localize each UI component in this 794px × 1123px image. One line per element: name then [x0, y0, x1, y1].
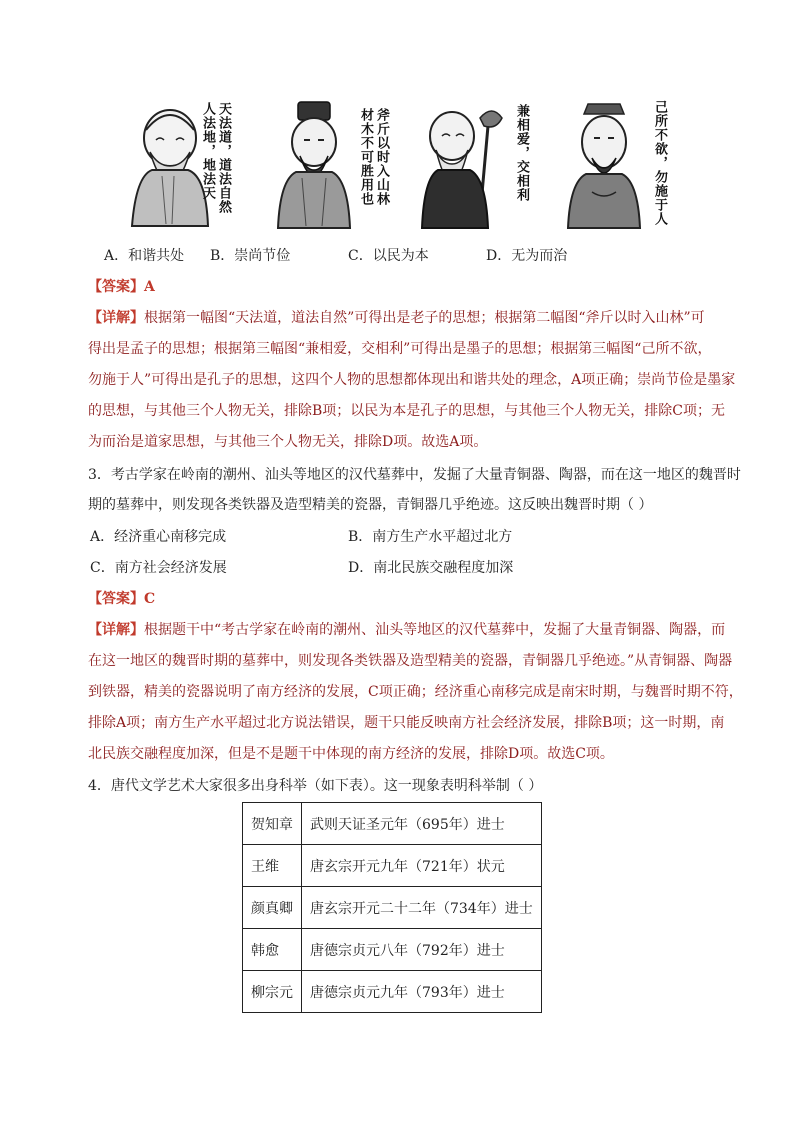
table-cell-name: 王维: [243, 845, 302, 887]
q3-detail-line-3: 到铁器，精美的瓷器说明了南方经济的发展，C项正确；经济重心南移完成是南宋时期，与魏晋时期不符，: [88, 684, 743, 700]
q3-option-b: B．南方生产水平超过北方: [348, 529, 513, 545]
q2-detail-text-1: 根据第一幅图“天法道，道法自然”可得出是老子的思想；根据第二幅图“斧斤以时入山林”可: [144, 310, 705, 326]
table-row: [243, 929, 542, 971]
q3-answer-value: C: [144, 591, 156, 607]
q3-stem-line-2: 期的墓葬中，则发现各类铁器及造型精美的瓷器，青铜器几乎绝迹。这反映出魏晋时期（ ）: [88, 497, 653, 513]
q3-detail-line-4: 排除A项；南方生产水平超过北方说法错误，题干只能反映南方社会经济发展，排除B项；这一时期，南: [88, 715, 725, 731]
q2-detail-line-1: [88, 308, 705, 328]
mozi-quote-line-1: 兼相爱，交相利: [514, 104, 529, 202]
table-cell-name: 贺知章: [243, 803, 302, 845]
mencius-quote-line-1: 斧斤以时入山林: [374, 108, 389, 206]
q2-option-b: B．崇尚节俭: [210, 248, 291, 264]
q2-option-a: A．和谐共处: [104, 248, 185, 264]
table-cell-event: 唐玄宗开元二十二年（734年）进士: [302, 887, 542, 929]
table-cell-event: 唐德宗贞元九年（793年）进士: [302, 971, 542, 1013]
thinker-figure-laozi: [122, 96, 250, 232]
confucius-quote-line-1: 己所不欲，勿施于人: [652, 100, 667, 226]
table-cell-name: 韩愈: [243, 929, 302, 971]
thinker-figure-confucius: [562, 96, 670, 232]
q2-option-d: D．无为而治: [486, 248, 568, 264]
thinker-figure-mozi: [418, 96, 538, 232]
q3-detail-text-1: 根据题干中“考古学家在岭南的潮州、汕头等地区的汉代墓葬中，发掘了大量青铜器、陶器，而: [144, 622, 726, 638]
keju-table: [242, 802, 542, 1013]
q2-detail-line-5: 为而治是道家思想，与其他三个人物无关，排除D项。故选A项。: [88, 434, 488, 450]
table-cell-event: 唐玄宗开元九年（721年）状元: [302, 845, 542, 887]
q3-answer-label: 【答案】: [88, 591, 144, 607]
table-row: [243, 803, 542, 845]
table-cell-event: 武则天证圣元年（695年）进士: [302, 803, 542, 845]
thinker-figure-mencius: [272, 96, 398, 232]
q3-detail-line-5: 北民族交融程度加深，但是不是题干中体现的南方经济的发展，排除D项。故选C项。: [88, 746, 614, 762]
q3-answer-line: [88, 589, 155, 609]
q2-detail-line-2: 得出是孟子的思想；根据第三幅图“兼相爱，交相利”可得出是墨子的思想；根据第三幅图“己所不欲，: [88, 341, 712, 357]
q2-detail-line-3: 勿施于人”可得出是孔子的思想，这四个人物的思想都体现出和谐共处的理念，A项正确；崇尚节俭是墨家: [88, 372, 736, 388]
q4-stem: 4．唐代文学艺术大家很多出身科举（如下表）。这一现象表明科举制（ ）: [88, 778, 543, 794]
q3-option-c: C．南方社会经济发展: [90, 560, 227, 576]
table-cell-name: 柳宗元: [243, 971, 302, 1013]
confucius-portrait: [562, 96, 646, 232]
q3-option-d: D．南北民族交融程度加深: [348, 560, 514, 576]
mencius-quote-line-2: 材木不可胜用也: [358, 108, 373, 206]
q2-detail-label: 【详解】: [88, 310, 144, 326]
q3-detail-line-2: 在这一地区的魏晋时期的墓葬中，则发现各类铁器及造型精美的瓷器，青铜器几乎绝迹。”从青铜器、陶器: [88, 653, 733, 669]
table-row: [243, 887, 542, 929]
table-row: [243, 845, 542, 887]
table-row: [243, 971, 542, 1013]
q3-detail-line-1: [88, 620, 725, 640]
q2-answer-line: [88, 277, 155, 297]
mozi-portrait: [418, 96, 510, 232]
table-cell-name: 颜真卿: [243, 887, 302, 929]
q2-answer-value: A: [144, 279, 155, 295]
q2-detail-line-4: 的思想，与其他三个人物无关，排除B项；以民为本是孔子的思想，与其他三个人物无关，排除C项；无: [88, 403, 725, 419]
q3-stem-line-1: 3．考古学家在岭南的潮州、汕头等地区的汉代墓葬中，发掘了大量青铜器、陶器，而在这一地区的魏晋时: [88, 467, 741, 483]
table-cell-event: 唐德宗贞元八年（792年）进士: [302, 929, 542, 971]
q2-option-c: C．以民为本: [348, 248, 429, 264]
q3-detail-label: 【详解】: [88, 622, 144, 638]
mencius-portrait: [272, 96, 356, 232]
laozi-quote-line-2: 人法地，地法天: [200, 102, 215, 200]
q3-option-a: A．经济重心南移完成: [90, 529, 227, 545]
laozi-quote-line-1: 天法道，道法自然: [216, 102, 231, 214]
q2-answer-label: 【答案】: [88, 279, 144, 295]
